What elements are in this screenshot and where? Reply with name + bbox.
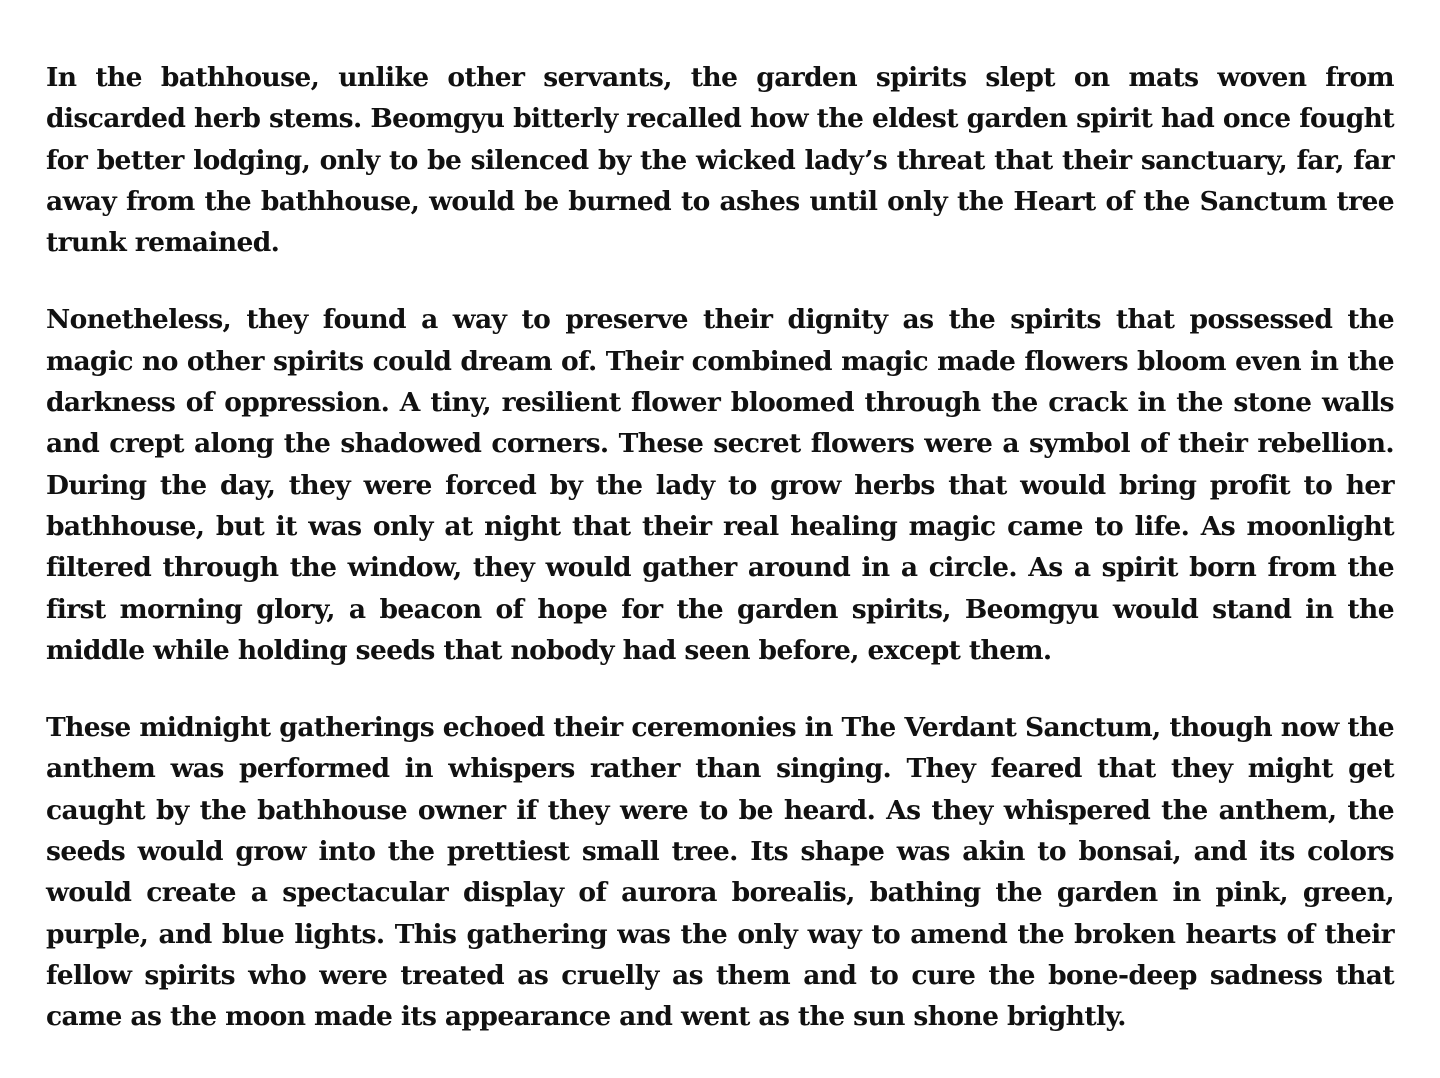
paragraph-3: These midnight gatherings echoed their ceremonies in The Verdant Sanctum, though now the anthem was performed in whispers rather than singing. They feared that they might get caught by the bathhouse owner if they were to be heard. As they whispered the anthem, the seeds would grow into the prettiest small tree. Its shape was akin to bonsai, and its colors would create a spectacular display of aurora borealis, bathing the garden in pink, green, purple, and blue lights. This gathering was the only way to amend the broken hearts of their fellow spirits who were treated as cruelly as them and to cure the bone-deep sadness that came as the moon made its appearance and went as the sun shone brightly. [46, 712, 1394, 1033]
paragraph-2: Nonetheless, they found a way to preserve their dignity as the spirits that possessed the magic no other spirits could dream of. Their combined magic made flowers bloom even in the darkness of oppression. A tiny, resilient flower bloomed through the crack in the stone walls and crept along the shadowed corners. These secret flowers were a symbol of their rebellion. During the day, they were forced by the lady to grow herbs that would bring profit to her bathhouse, but it was only at night that their real healing magic came to life. As moonlight filtered through the window, they would gather around in a circle. As a spirit born from the first morning glory, a beacon of hope for the garden spirits, Beomgyu would stand in the middle while holding seeds that nobody had seen before, except them. [46, 304, 1394, 666]
paragraph-1: In the bathhouse, unlike other servants, the garden spirits slept on mats woven from discarded herb stems. Beomgyu bitterly recalled how the eldest garden spirit had once fought for better lodging, only to be silenced by the wicked lady’s threat that their sanctuary, far, far away from the bathhouse, would be burned to ashes until only the Heart of the Sanctum tree trunk remained. [46, 62, 1394, 259]
